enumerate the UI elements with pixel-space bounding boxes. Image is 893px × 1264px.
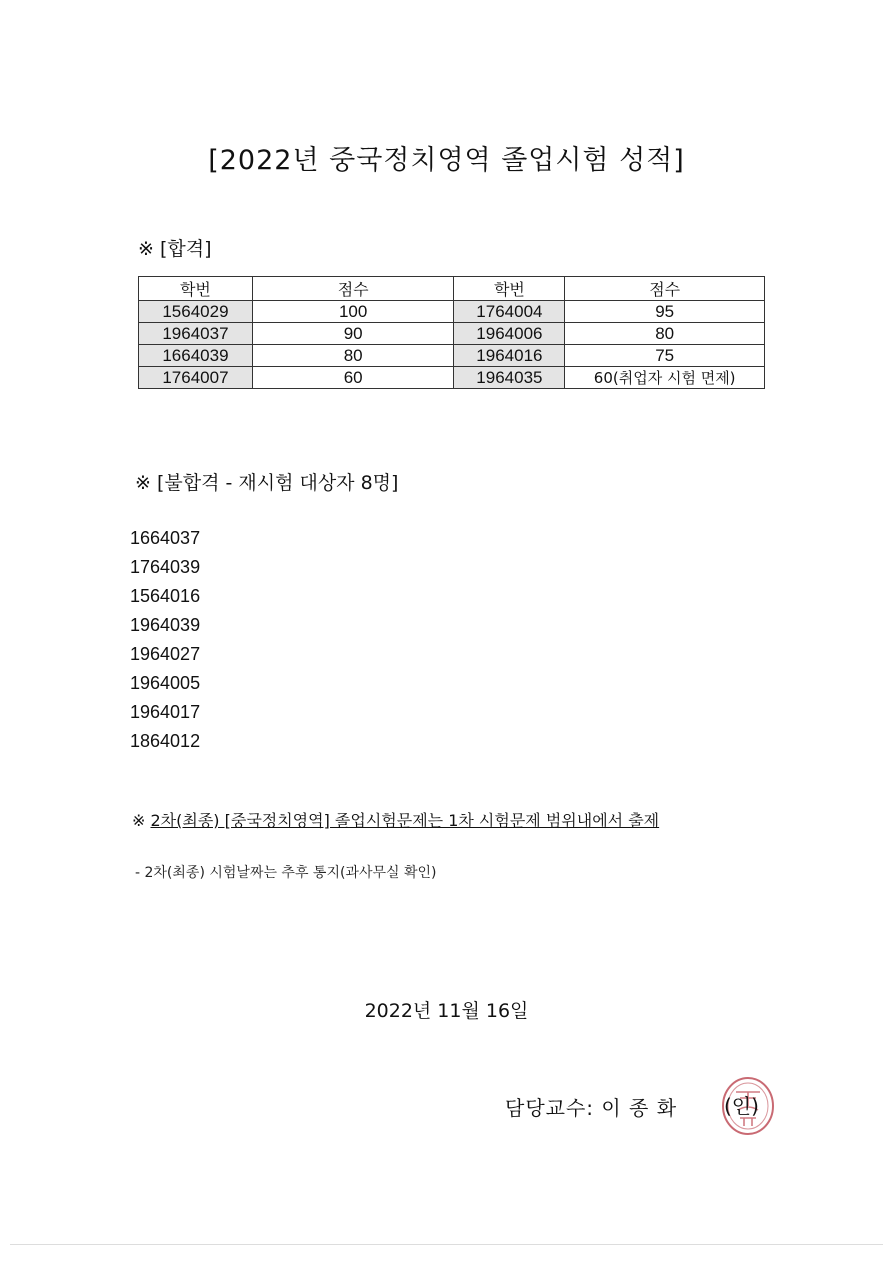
student-id-cell: 1964035 [454,367,565,389]
document-date: 2022년 11월 16일 [364,1000,529,1022]
student-id-cell: 1964006 [454,323,565,345]
list-item: 1764039 [130,557,201,577]
score-cell: 75 [565,345,765,367]
schedule-note: - 2차(최종) 시험날짜는 추후 통지(과사무실 확인) [135,865,437,881]
student-id-cell: 1764004 [454,301,565,323]
score-cell: 60(취업자 시험 면제) [565,367,765,389]
exam-notice [132,808,659,831]
list-item: 1864012 [130,731,201,751]
retest-id-list [130,524,200,756]
table-header-row [139,277,765,301]
table-row [139,323,765,345]
fail-section-heading: ※ [불합격 - 재시험 대상자 8명] [135,472,399,494]
scan-bottom-edge [10,1244,883,1245]
score-cell: 100 [252,301,454,323]
student-id-cell: 1964016 [454,345,565,367]
column-header: 점수 [565,277,765,301]
table-row [139,345,765,367]
column-header: 점수 [252,277,454,301]
student-id-cell: 1964037 [139,323,253,345]
notice-text: 2차(최종) [중국정치영역] 졸업시험문제는 1차 시험문제 범위내에서 출제 [150,811,660,830]
score-cell: 80 [252,345,454,367]
document-title: [2022년 중국정치영역 졸업시험 성적] [208,145,685,176]
student-id-cell: 1564029 [139,301,253,323]
seal-mark-text: (인) [724,1094,759,1118]
list-item: 1964005 [130,673,201,693]
pass-table [138,276,765,389]
list-item: 1964027 [130,644,201,664]
table-row [139,301,765,323]
list-item: 1964039 [130,615,201,635]
score-cell: 80 [565,323,765,345]
score-cell: 60 [252,367,454,389]
score-cell: 95 [565,301,765,323]
list-item: 1964017 [130,702,201,722]
seal-stamp [718,1074,776,1136]
table-row [139,367,765,389]
column-header: 학번 [454,277,565,301]
list-item: 1564016 [130,586,201,606]
notice-mark: ※ [132,811,146,830]
professor-signature-label: 담당교수: 이 종 화 [505,1096,678,1120]
pass-section-heading: ※ [합격] [138,238,212,260]
student-id-cell: 1664039 [139,345,253,367]
list-item: 1664037 [130,528,201,548]
student-id-cell: 1764007 [139,367,253,389]
score-cell: 90 [252,323,454,345]
column-header: 학번 [139,277,253,301]
